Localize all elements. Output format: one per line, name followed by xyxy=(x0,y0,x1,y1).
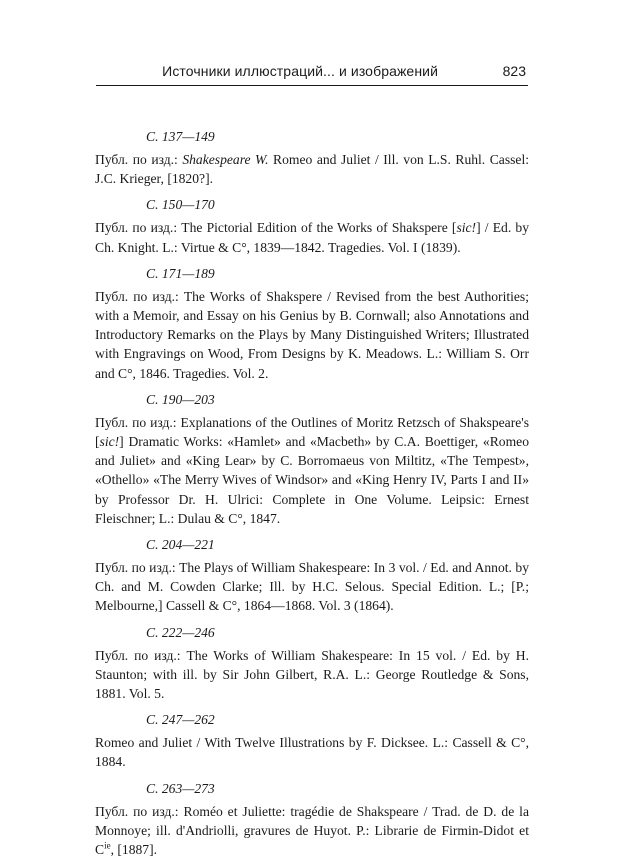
source-entry xyxy=(95,265,529,383)
header-title: Источники иллюстраций... и изображений xyxy=(162,63,438,79)
source-entry xyxy=(95,780,529,860)
source-entry xyxy=(95,391,529,528)
page-range: С. 204—221 xyxy=(146,537,215,553)
source-text: Публ. по изд.: Explanations of the Outlines of Moritz Retzsch of Shakspeare's [sic!] Dramatic Works: «Hamlet» and «Macbeth» by C.A. Boettiger, «Romeo and Juliet» and «King Lear» by C. Borromaeus von Miltitz, «The Tempest», «Othello» «The Merry Wives of Windsor» and «King Henry IV, Parts I and II» by Professor Dr. H. Ulrici: Complete in One Volume. Leipsic: Ernest Fleischner; L.: Dulau & C°, 1847. xyxy=(95,414,529,526)
page-range: С. 247—262 xyxy=(146,712,215,728)
source-entry xyxy=(95,624,529,704)
source-entry xyxy=(95,536,529,616)
running-header xyxy=(96,63,528,86)
sources-list xyxy=(95,128,529,867)
source-text: Публ. по изд.: The Works of Shakspere / Revised from the best Authorities; with a Memoir, and Essay on his Genius by B. Cornwall; also Annotations and Introductory Remarks on the Plays by Many Distinguished Writers; Illustrated with Engravings on Wood, From Designs by K. Meadows. L.: William S. Orr and C°, 1846. Tragedies. Vol. 2. xyxy=(95,288,529,381)
source-entry xyxy=(95,128,529,188)
page-range: С. 137—149 xyxy=(146,129,215,144)
source-text: Публ. по изд.: The Works of William Shakespeare: In 15 vol. / Ed. by H. Staunton; with ill. by Sir John Gilbert, R.A. L.: George Routledge & Sons, 1881. Vol. 5. xyxy=(95,647,529,702)
source-text: Публ. по изд.: Shakespeare W. Romeo and Juliet / Ill. von L.S. Ruhl. Cassel: J.C. Krieger, [1820?]. xyxy=(95,152,529,187)
source-text: Публ. по изд.: Roméo et Juliette: tragédie de Shakspeare / Trad. de D. de la Monnoye; ill. d'Andriolli, gravures de Huyot. P.: Librarie de Firmin-Didot et $C^{ie}$, [1887]. xyxy=(95,803,529,858)
page-range: С. 263—273 xyxy=(146,780,215,796)
source-text: Romeo and Juliet / With Twelve Illustrations by F. Dicksee. L.: Cassell & C°, 1884. xyxy=(95,735,529,770)
page-number: 823 xyxy=(502,63,526,79)
page-range: С. 171—189 xyxy=(146,265,215,281)
source-text: Публ. по изд.: The Pictorial Edition of the Works of Shakspere [sic!] / Ed. by Ch. Knight. L.: Virtue & C°, 1839—1842. Tragedies. Vol. I (1839). xyxy=(95,220,529,255)
source-entry xyxy=(95,196,529,256)
source-text: Публ. по изд.: The Plays of William Shakespeare: In 3 vol. / Ed. and Annot. by Ch. and M. Cowden Clarke; Ill. by H.C. Selous. Special Edition. L.; [P.; Melbourne,] Cassell & C°, 1864—1868. Vol. 3 (1864). xyxy=(95,560,529,614)
source-entry xyxy=(95,711,529,771)
page-range: С. 150—170 xyxy=(146,197,215,213)
page-range: С. 222—246 xyxy=(146,624,215,640)
page-range: С. 190—203 xyxy=(146,391,215,407)
